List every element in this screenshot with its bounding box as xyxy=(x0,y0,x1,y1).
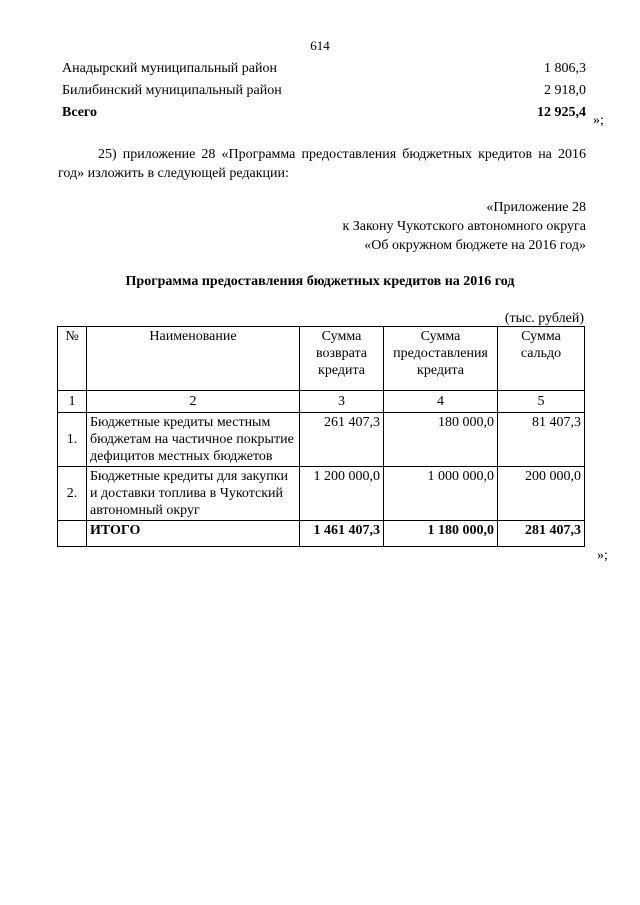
appendix-line: к Закону Чукотского автономного округа xyxy=(342,219,586,234)
appendix-header xyxy=(342,198,586,255)
closing-quote: »; xyxy=(593,113,604,128)
total-return: 1 461 407,3 xyxy=(300,521,384,547)
total-row xyxy=(58,521,585,547)
page-number: 614 xyxy=(310,38,330,53)
total-provision: 1 180 000,0 xyxy=(384,521,498,547)
row-return: 261 407,3 xyxy=(300,413,384,467)
appendix-line: «Приложение 28 xyxy=(486,200,586,215)
district-name: Анадырский муниципальный район xyxy=(62,61,277,76)
total-label: ИТОГО xyxy=(87,521,300,547)
district-value: 1 806,3 xyxy=(544,61,586,76)
header-return: Сумма возврата кредита xyxy=(300,327,384,391)
amendment-paragraph: 25) приложение 28 «Программа предоставления бюджетных кредитов на 2016 год» изложить в следующей редакции: xyxy=(58,147,586,181)
row-balance: 200 000,0 xyxy=(498,467,585,521)
district-value: 2 918,0 xyxy=(544,83,586,98)
column-number: 1 xyxy=(58,391,87,413)
row-num: 2. xyxy=(58,467,87,521)
district-name: Билибинский муниципальный район xyxy=(62,83,282,98)
row-balance: 81 407,3 xyxy=(498,413,585,467)
units-label: (тыс. рублей) xyxy=(504,311,584,326)
closing-quote: »; xyxy=(597,548,608,563)
total-row xyxy=(60,105,586,127)
table-row xyxy=(58,413,585,467)
total-label: Всего xyxy=(62,105,97,120)
row-num: 1. xyxy=(58,413,87,467)
column-number: 4 xyxy=(384,391,498,413)
table-row xyxy=(60,83,586,105)
total-balance: 281 407,3 xyxy=(498,521,585,547)
header-row xyxy=(58,327,585,391)
header-num: № xyxy=(58,327,87,391)
credit-program-table xyxy=(57,326,585,547)
row-return: 1 200 000,0 xyxy=(300,467,384,521)
document-title: Программа предоставления бюджетных кредитов на 2016 год xyxy=(125,274,515,289)
appendix-line: «Об окружном бюджете на 2016 год» xyxy=(364,238,586,253)
row-name: Бюджетные кредиты местным бюджетам на частичное покрытие дефицитов местных бюджетов xyxy=(87,413,300,467)
row-provision: 1 000 000,0 xyxy=(384,467,498,521)
column-number: 2 xyxy=(87,391,300,413)
header-provision: Сумма предоставления кредита xyxy=(384,327,498,391)
header-name: Наименование xyxy=(87,327,300,391)
total-num xyxy=(58,521,87,547)
column-number-row xyxy=(58,391,585,413)
table-row xyxy=(60,61,586,83)
column-number: 3 xyxy=(300,391,384,413)
total-value: 12 925,4 xyxy=(537,105,586,120)
table-row xyxy=(58,467,585,521)
row-provision: 180 000,0 xyxy=(384,413,498,467)
district-table xyxy=(60,61,586,127)
header-balance: Сумма сальдо xyxy=(498,327,585,391)
column-number: 5 xyxy=(498,391,585,413)
row-name: Бюджетные кредиты для закупки и доставки топлива в Чукотский автономный округ xyxy=(87,467,300,521)
